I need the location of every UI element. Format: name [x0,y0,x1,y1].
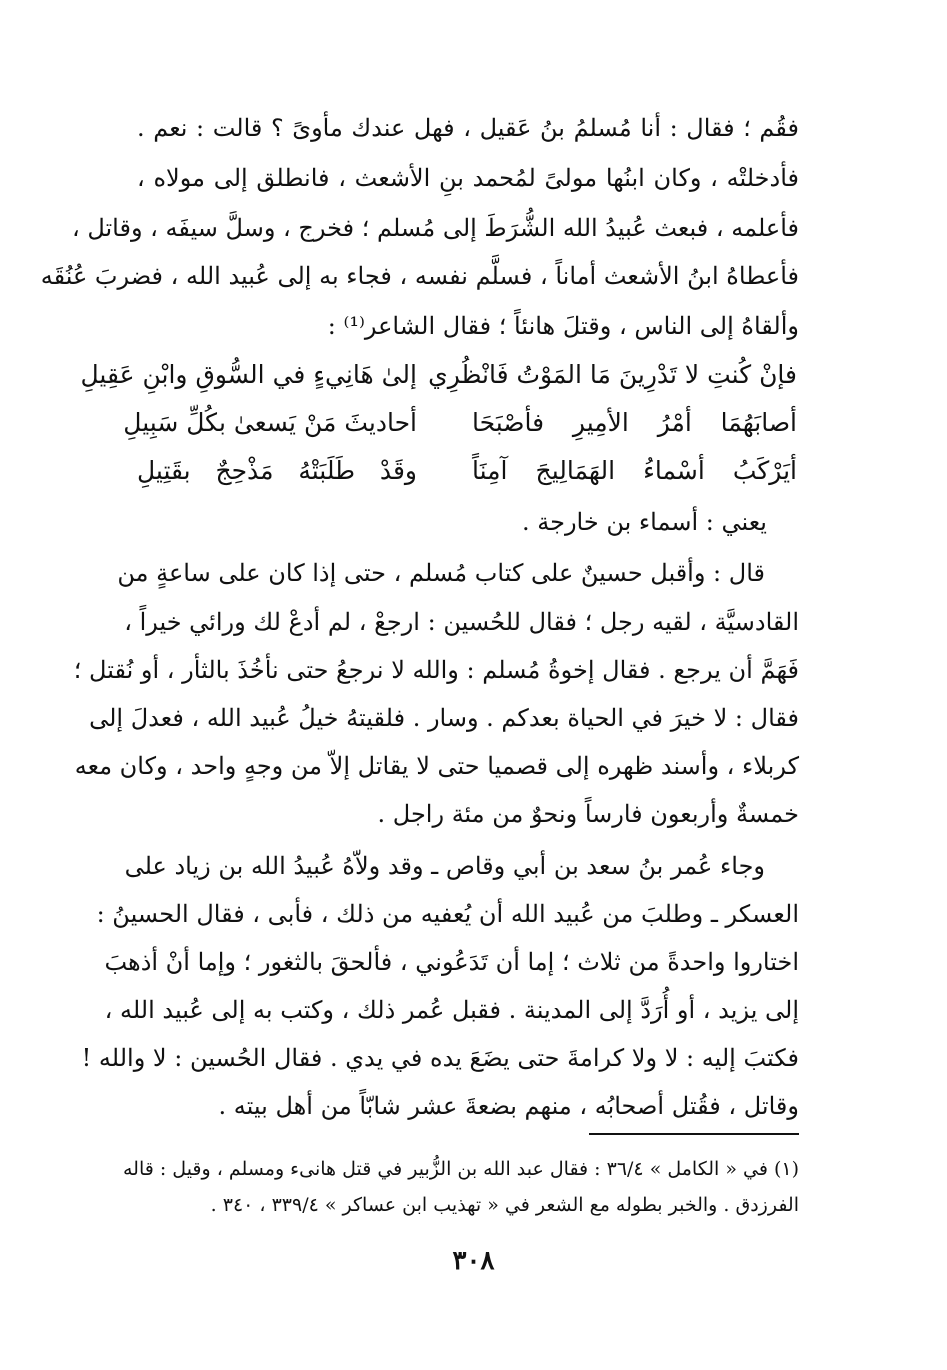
poem-hemistich-left: وقَدْ طَلَبَتْهُ مَذْحِجٌ بقَتِيلِ [137,456,417,485]
footnote-line: الفرزدق . والخبر بطوله مع الشعر في « تهذيب ابن عساكر » ٣٣٩/٤ ، ٣٤٠ . [210,1194,799,1216]
poem-hemistich-left: أحاديثَ مَنْ يَسعىٰ بكُلِّ سَبِيلِ [123,408,417,437]
page-number: ٣٠٨ [452,1246,495,1276]
footnote-line: (١) في « الكامل » ٣٦/٤ : فقال عبد الله بن الزُّبير في قتل هانىء ومسلم ، وقيل : قاله [122,1158,799,1180]
text-line: فأدخلتْه ، وكان ابنُها مولىً لمُحمد بنِ الأشعث ، فانطلق إلى مولاه ، [137,164,799,192]
text-line: فأعطاهُ ابنُ الأشعث أماناً ، فسلَّم نفسه ، فجاء به إلى عُبيد الله ، فضربَ عُنُقَه [40,262,799,290]
poem-hemistich-right: أصابَهُمَا أمْرُ الأمِيرِ فأصْبَحَا [472,408,797,437]
text-line: قال : وأقبل حسينٌ على كتاب مُسلم ، حتى إذا كان على ساعةٍ من [117,559,765,587]
text-line: فكتبَ إليه : لا ولا كرامةَ حتى يضَعَ يده في يدي . فقال الحُسين : لا والله ! [81,1044,799,1072]
text-line: وألقاهُ إلى الناس ، وقتلَ هانئاً ؛ فقال الشاعر⁽¹⁾ : [327,312,799,340]
text-line: فقُم ؛ فقال : أنا مُسلمُ بنُ عَقيل ، فهل عندك مأوىً ؟ قالت : نعم . [137,114,799,142]
text-line: فقال : لا خيرَ في الحياة بعدكم . وسار . فلقيتهُ خيلُ عُبيد الله ، فعدلَ إلى [89,704,799,732]
footnote-separator [589,1133,799,1135]
poem-hemistich-right: أيَرْكَبُ أسْماءُ الهَمَالِيجَ آمِنَاً [472,456,797,485]
text-line: وقاتل ، فقُتل أصحابُه ، منهم بضعةَ عشر شابّاً من أهل بيته . [218,1092,799,1120]
text-line: وجاء عُمر بنُ سعد بن أبي وقاص ـ وقد ولاّهُ عُبيدُ الله بن زياد على [124,852,765,880]
text-line: إلى يزيد ، أو أُرَدَّ إلى المدينة . فقبل عُمر ذلك ، وكتب به إلى عُبيد الله ، [104,996,799,1024]
text-line: فأعلمه ، فبعث عُبيدُ الله الشُّرَطَ إلى مُسلم ؛ فخرج ، وسلَّ سيفَه ، وقاتل ، [71,214,799,242]
text-line: العسكر ـ وطلبَ من عُبيد الله أن يُعفيه من ذلك ، فأبى ، فقال الحسينُ : [96,900,799,928]
text-line: اختاروا واحدةً من ثلاث ؛ إما أن تَدَعُوني ، فألحقَ بالثغور ؛ وإما أنْ أذهبَ [104,948,799,976]
text-line: القادسيَّة ، لقيه رجل ؛ فقال للحُسين : ارجعْ ، لم أدعْ لك ورائي خيراً ، [124,608,799,636]
poem-hemistich-left: إلىٰ هَانِيءٍ في السُّوقِ وابْنِ عَقِيلِ [80,360,417,389]
poem-note: يعني : أسماء بن خارجة . [521,508,767,536]
text-line: خمسةٌ وأربعون فارساً ونحوٌ من مئة راجل . [377,800,799,828]
text-line: كربلاء ، وأسند ظهره إلى قصميا حتى لا يقاتل إلاّ من وجهٍ واحد ، وكان معه [74,752,799,780]
poem-hemistich-right: فإنْ كُنتِ لا تَدْرِينَ مَا المَوْتُ فَانْظُرِي [428,360,797,389]
text-line: فَهَمَّ أن يرجع . فقال إخوةُ مُسلم : والله لا نرجعُ حتى نأخُذَ بالثأر ، أو نُقتل ؛ [73,656,799,684]
